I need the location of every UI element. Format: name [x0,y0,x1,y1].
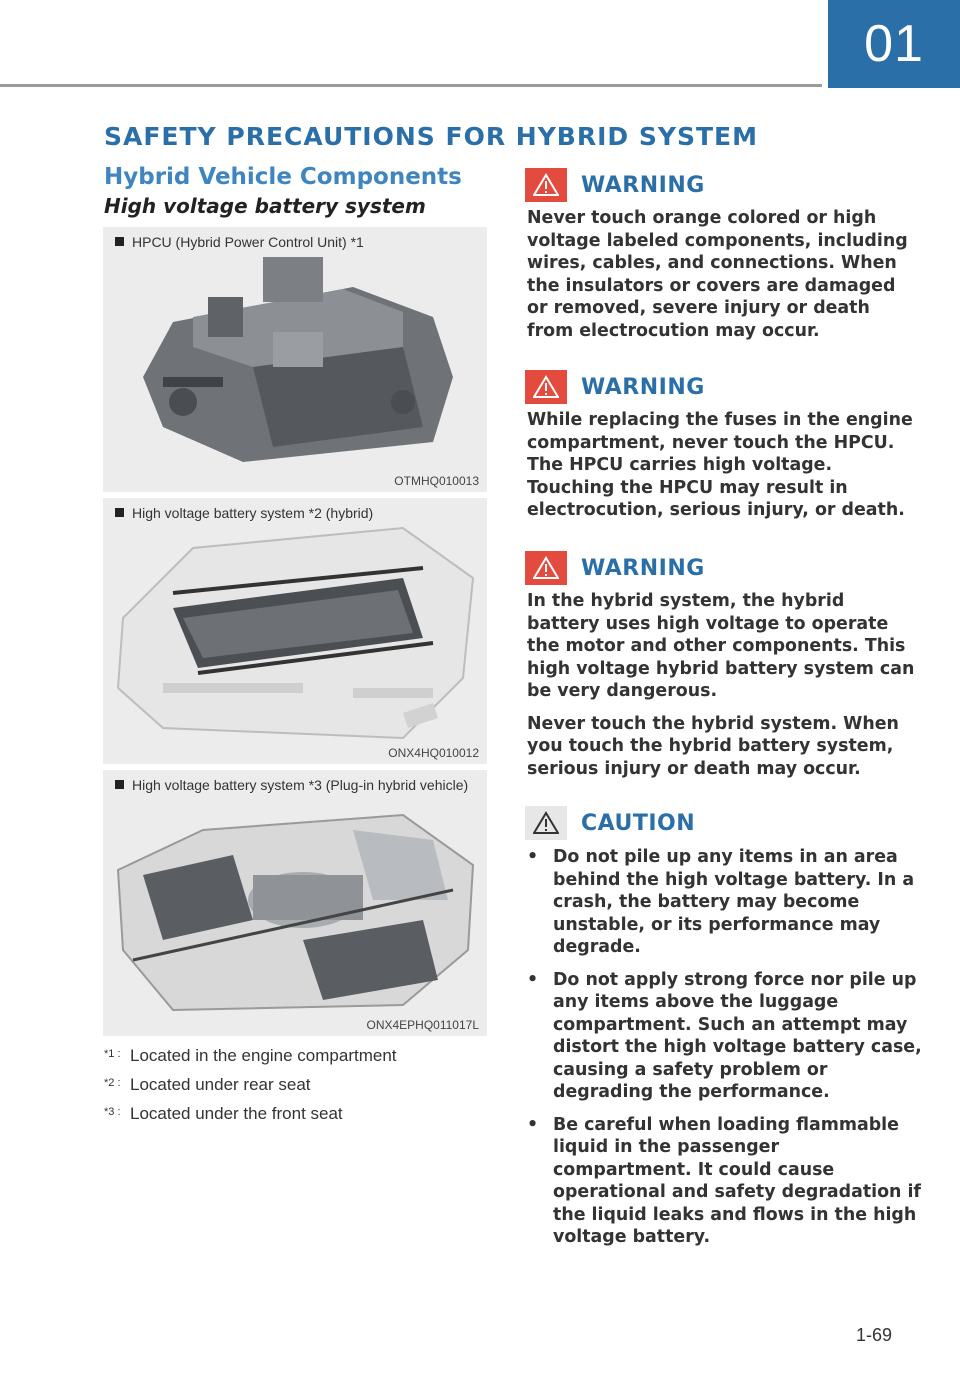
list-item: • Be careful when loading flammable liquid in the passenger compartment. It could cause operational and safety degradation if the liquid leaks and flows in the high voltage battery. [527,1114,922,1249]
list-item: • Do not pile up any items in an area behind the high voltage battery. In a crash, the battery may become unstable, or its performance may degrade. [527,846,922,959]
caution-list [527,846,922,1259]
subsection-title: Hybrid Vehicle Components [104,164,462,190]
warning-label: WARNING [581,172,705,198]
figure-code: OTMHQ010013 [394,474,479,488]
figure-code: ONX4EPHQ011017L [366,1018,479,1032]
page-number: 1-69 [856,1325,893,1345]
figure-code: ONX4HQ010012 [388,746,479,760]
footnote-3: *3 : Located under the front seat [104,1104,343,1123]
figure-caption: High voltage battery system *2 (hybrid) [115,504,471,522]
warning-label: WARNING [581,374,705,400]
hpcu-illustration [103,227,487,492]
figure-caption: High voltage battery system *3 (Plug-in hybrid vehicle) [115,776,471,794]
battery-hybrid-illustration [103,498,487,764]
warning-icon [525,168,567,202]
figure-battery-hybrid [103,498,487,764]
warning-text: While replacing the fuses in the engine compartment, never touch the HPCU. The HPCU carries high voltage. Touching the HPCU may result in electrocution, serious injury, or death. [527,410,913,520]
warning-header [525,370,705,404]
chapter-tab: 01 [828,0,960,88]
caution-label: CAUTION [581,810,696,836]
figure-caption: HPCU (Hybrid Power Control Unit) *1 [115,233,471,251]
battery-phev-illustration [103,770,487,1036]
footnote-1: *1 : Located in the engine compartment [104,1046,397,1065]
figure-hpcu [103,227,487,492]
warning-header [525,551,705,585]
list-item: • Do not apply strong force nor pile up any items above the luggage compartment. Such an attempt may distort the high voltage battery case, causing a safety problem or degrading the performance. [527,969,922,1104]
caution-icon [525,806,567,840]
warning-label: WARNING [581,555,705,581]
subheading: High voltage battery system [104,194,426,218]
header-rule [0,84,822,87]
footnote-2: *2 : Located under rear seat [104,1075,311,1094]
warning-text: Never touch orange colored or high voltage labeled components, including wires, cables, and connections. When the insulators or covers are damaged or removed, severe injury or death from electrocution may occur. [527,208,908,341]
figure-battery-phev [103,770,487,1036]
warning-text: In the hybrid system, the hybrid battery uses high voltage to operate the motor and other components. This high voltage hybrid battery system can be very dangerous. Never touch the hybrid system. When you touch the hybrid battery system, serious injury or death may occur. [527,591,915,779]
warning-icon [525,370,567,404]
section-title: SAFETY PRECAUTIONS FOR HYBRID SYSTEM [104,122,758,151]
warning-icon [525,551,567,585]
caution-header [525,806,695,840]
warning-header [525,168,705,202]
